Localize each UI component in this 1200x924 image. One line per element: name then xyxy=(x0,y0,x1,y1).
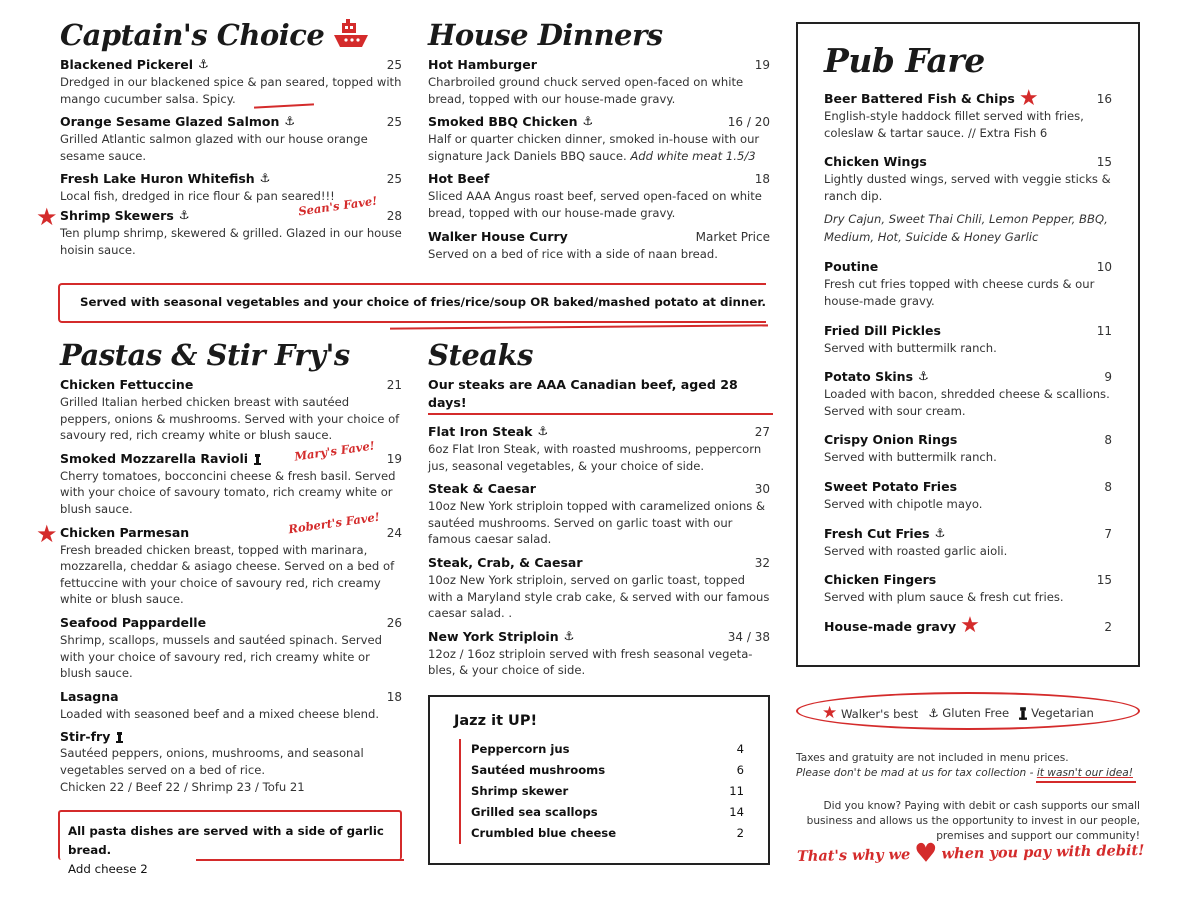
item-price: 30 xyxy=(754,482,770,497)
item-price: 16 xyxy=(1096,92,1112,106)
item-name: Blackened Pickerel xyxy=(60,57,194,72)
pasta-note-underline xyxy=(196,859,404,861)
anchor-icon: ⚓ xyxy=(259,171,271,186)
jazz-item xyxy=(471,781,744,802)
item-price: 2 xyxy=(1104,619,1112,634)
item-desc: Served with plum sauce & fresh cut fries. xyxy=(824,590,1064,605)
menu-item xyxy=(824,525,1112,560)
menu-item xyxy=(60,376,402,444)
heart-icon: ♥ xyxy=(914,838,938,869)
menu-item xyxy=(824,322,1112,357)
jazz-item-name: Grilled sea scallops xyxy=(471,805,598,819)
item-name: Smoked BBQ Chicken xyxy=(428,114,578,130)
anchor-icon: ⚓ xyxy=(934,525,946,540)
pasta-note xyxy=(58,810,402,876)
tax-underline xyxy=(1036,781,1136,783)
item-name: Sweet Potato Fries xyxy=(824,478,958,494)
jazz-item xyxy=(471,760,744,781)
item-price: 18 xyxy=(754,172,770,187)
item-desc-prices: Chicken 22 / Beef 22 / Shrimp 23 / Tofu 21 xyxy=(60,779,305,794)
anchor-icon: ⚓ xyxy=(178,207,190,222)
jazz-item-price: 6 xyxy=(736,763,744,777)
fave-note: Mary's Fave! xyxy=(293,438,376,464)
menu-item xyxy=(824,258,1112,309)
menu-item xyxy=(824,153,1112,246)
pub-box xyxy=(796,22,1140,667)
item-name: Chicken Wings xyxy=(824,154,927,170)
served-note-text: Served with seasonal vegetables and your choice of fries/rice/soup OR baked/mashed potato at dinner. xyxy=(80,295,766,309)
walkers-best-star-icon: ★ xyxy=(1018,85,1039,111)
steaks-section xyxy=(428,338,770,685)
item-desc: English-style haddock fillet served with fries, coleslaw & tartar sauce. // Extra Fish 6 xyxy=(824,109,1084,140)
steaks-subtitle-underline xyxy=(428,413,773,415)
item-price: 15 xyxy=(1096,573,1112,588)
menu-item xyxy=(824,431,1112,466)
item-name: Steak, Crab, & Caesar xyxy=(428,554,583,570)
captain-title: Captain's Choice xyxy=(60,18,325,52)
steaks-subtitle: Our steaks are AAA Canadian beef, aged 28 days! xyxy=(428,377,738,410)
item-price: 25 xyxy=(386,172,402,187)
item-name: Beer Battered Fish & Chips xyxy=(824,91,1015,106)
item-name: House-made gravy xyxy=(824,618,957,634)
item-name: Chicken Fettuccine xyxy=(60,377,194,392)
captain-section xyxy=(36,18,402,264)
menu-item xyxy=(824,571,1112,606)
vegetarian-icon xyxy=(1019,707,1027,720)
jazz-title: Jazz it UP! xyxy=(454,713,538,729)
item-desc: Dredged in our blackened spice & pan seared, topped with mango cucumber salsa. Spicy. xyxy=(60,75,402,106)
walkers-best-star-icon: ★ xyxy=(36,202,58,231)
fave-note: Sean's Fave! xyxy=(297,193,379,219)
vegetarian-icon xyxy=(254,454,261,465)
item-desc-italic: Add white meat 1.5/3 xyxy=(630,148,756,163)
item-desc: Cherry tomatoes, bocconcini cheese & fresh basil. Served with your choice of savoury tomato, rich creamy white or blush sauce. xyxy=(60,468,396,516)
anchor-icon: ⚓ xyxy=(563,628,575,643)
item-name: Lasagna xyxy=(60,688,119,704)
item-name: Fresh Cut Fries xyxy=(824,525,930,541)
legend-gf: Gluten Free xyxy=(942,706,1010,720)
menu-item xyxy=(428,423,770,474)
menu-item xyxy=(428,56,770,107)
item-name: Hot Beef xyxy=(428,171,490,187)
item-name: Chicken Parmesan xyxy=(60,524,190,540)
item-name: Fresh Lake Huron Whitefish xyxy=(60,171,255,187)
item-price: 27 xyxy=(754,425,770,439)
item-desc: Local fish, dredged in rice flour & pan seared!!! xyxy=(60,189,335,204)
anchor-icon: ⚓ xyxy=(928,706,939,720)
menu-item xyxy=(60,728,402,795)
walkers-best-star-icon: ★ xyxy=(960,613,980,639)
item-desc: Loaded with bacon, shredded cheese & scallions. Served with sour cream. xyxy=(824,387,1110,418)
item-price: 15 xyxy=(1096,155,1112,170)
item-price: 16 / 20 xyxy=(727,115,770,130)
item-name: Seafood Pappardelle xyxy=(60,614,207,630)
item-price: 32 xyxy=(754,555,770,570)
pastas-section xyxy=(36,338,402,801)
legend xyxy=(822,703,1094,723)
item-name: Hot Hamburger xyxy=(428,57,537,72)
anchor-icon: ⚓ xyxy=(918,369,929,384)
vegetarian-icon xyxy=(116,732,123,743)
item-desc: Served with chipotle mayo. xyxy=(824,496,983,511)
item-name: Stir-fry xyxy=(60,729,111,745)
item-name: Smoked Mozzarella Ravioli xyxy=(60,450,249,466)
jazz-item xyxy=(471,823,744,844)
item-desc: Fresh cut fries topped with cheese curds & our house-made gravy. xyxy=(824,277,1095,308)
item-price: 7 xyxy=(1104,526,1112,541)
served-note xyxy=(58,283,766,323)
menu-item xyxy=(824,368,1112,419)
pasta-note-line2: Add cheese 2 xyxy=(68,862,148,876)
item-price: 9 xyxy=(1104,370,1112,385)
item-price: 21 xyxy=(386,378,402,392)
item-desc: Charbroiled ground chuck served open-faced on white bread, topped with our house-made gravy. xyxy=(428,75,744,106)
item-price: 8 xyxy=(1104,479,1112,494)
item-desc: Lightly dusted wings, served with veggie sticks & ranch dip. xyxy=(824,172,1111,203)
walkers-best-star-icon: ★ xyxy=(36,519,58,548)
item-desc: Sautéed peppers, onions, mushrooms, and seasonal vegetables served on a bed of rice. xyxy=(60,746,364,777)
menu-item xyxy=(428,628,770,679)
menu-item xyxy=(60,614,402,682)
item-name: Chicken Fingers xyxy=(824,572,937,588)
legend-veg: Vegetarian xyxy=(1031,706,1094,720)
item-price: 25 xyxy=(386,115,402,130)
debit-slogan xyxy=(796,838,1145,869)
item-desc: Served with buttermilk ranch. xyxy=(824,340,997,355)
menu-item xyxy=(60,438,402,518)
menu-item xyxy=(824,478,1112,513)
menu-item xyxy=(36,509,402,608)
jazz-item-name: Crumbled blue cheese xyxy=(471,826,617,840)
item-name: Poutine xyxy=(824,259,879,275)
boat-icon xyxy=(332,19,370,51)
item-price: 26 xyxy=(386,615,402,630)
jazz-item xyxy=(471,802,744,823)
debit-note xyxy=(790,799,1140,844)
jazz-item-price: 2 xyxy=(736,826,744,840)
jazz-item xyxy=(471,739,744,760)
menu-item xyxy=(824,613,1112,639)
legend-best: Walker's best xyxy=(840,707,919,721)
item-price: Market Price xyxy=(695,229,770,244)
jazz-item-name: Sautéed mushrooms xyxy=(471,763,606,777)
item-desc: Served with roasted garlic aioli. xyxy=(824,543,1008,558)
slogan-a: That's why we xyxy=(796,845,911,865)
anchor-icon: ⚓ xyxy=(198,57,209,71)
menu-item xyxy=(60,113,402,164)
item-desc: Grilled Atlantic salmon glazed with our house orange sesame sauce. xyxy=(60,132,368,163)
tax-line1: Taxes and gratuity are not included in menu prices. xyxy=(796,752,1069,764)
item-price: 19 xyxy=(754,58,770,72)
pastas-title: Pastas & Stir Fry's xyxy=(60,338,350,372)
star-icon: ★ xyxy=(822,703,838,723)
item-price: 10 xyxy=(1096,260,1112,275)
debit-line3: premises and support our community! xyxy=(936,830,1140,842)
item-price: 11 xyxy=(1096,323,1112,338)
menu-item xyxy=(428,113,770,164)
item-name: Walker House Curry xyxy=(428,228,568,244)
item-desc: Shrimp, scallops, mussels and sautéed spinach. Served with your choice of savoury red, rich creamy white or blush sauce. xyxy=(60,632,382,681)
menu-item xyxy=(60,56,402,107)
jazz-list xyxy=(459,739,744,844)
item-price: 34 / 38 xyxy=(727,629,770,644)
item-desc: Served with buttermilk ranch. xyxy=(824,450,997,465)
item-desc: Sliced AAA Angus roast beef, served open-faced on white bread, topped with our house-made gravy. xyxy=(428,189,762,220)
item-desc: 10oz New York striploin, served on garlic toast, topped with a Maryland style crab cake, & served with our famous caesar salad. . xyxy=(428,572,770,621)
item-desc: 10oz New York striploin topped with caramelized onions & sautéed mushrooms. Served on garlic toast with our famous caesar salad. xyxy=(428,499,766,547)
jazz-item-price: 11 xyxy=(729,784,744,798)
pasta-note-line1: All pasta dishes are served with a side of garlic bread. xyxy=(68,824,384,857)
tax-note xyxy=(796,751,1146,781)
slogan-b: when you pay with debit! xyxy=(941,841,1145,862)
item-price: 25 xyxy=(386,58,402,72)
served-note-underline xyxy=(390,324,768,329)
menu-item xyxy=(428,480,770,548)
item-desc: 12oz / 16oz striploin served with fresh seasonal vegeta-bles, & your choice of side. xyxy=(428,646,753,678)
item-name: Orange Sesame Glazed Salmon xyxy=(60,114,280,130)
steaks-title: Steaks xyxy=(428,338,533,372)
menu-item xyxy=(824,85,1112,141)
debit-line2: business and allows us the opportunity to invest in our people, xyxy=(806,815,1140,827)
item-desc: Fresh breaded chicken breast, topped with marinara, mozzarella, cheddar & asiago cheese. Served on a bed of fettuccine with your choice of savoury red, rich creamy white or blush sauce. xyxy=(60,542,395,607)
item-price: 18 xyxy=(386,689,402,704)
item-desc: Served on a bed of rice with a side of naan bread. xyxy=(428,246,718,261)
house-section xyxy=(428,18,770,268)
item-price: 19 xyxy=(386,451,402,466)
menu-item xyxy=(60,688,402,723)
menu-item xyxy=(428,228,770,263)
item-name: Crispy Onion Rings xyxy=(824,432,958,448)
anchor-icon: ⚓ xyxy=(537,424,549,438)
debit-line1: Did you know? Paying with debit or cash supports our small xyxy=(823,800,1140,812)
tax-line3: it wasn't our idea! xyxy=(1036,767,1133,779)
pub-title: Pub Fare xyxy=(824,41,985,80)
item-name: Steak & Caesar xyxy=(428,481,536,497)
menu-item xyxy=(428,554,770,622)
item-desc-italic: Dry Cajun, Sweet Thai Chili, Lemon Pepper, BBQ, Medium, Hot, Suicide & Honey Garlic xyxy=(824,212,1108,245)
jazz-item-name: Peppercorn jus xyxy=(471,742,570,756)
item-name: New York Striploin xyxy=(428,628,559,644)
jazz-box xyxy=(428,695,770,865)
item-desc: 6oz Flat Iron Steak, with roasted mushrooms, peppercorn jus, seasonal vegetables, & your choice of side. xyxy=(428,442,762,473)
item-desc: Half or quarter chicken dinner, smoked in-house with our signature Jack Daniels BBQ sauce. xyxy=(428,132,760,163)
item-price: 28 xyxy=(386,208,402,223)
item-price: 24 xyxy=(386,525,402,540)
fave-note: Robert's Fave! xyxy=(287,509,381,536)
item-name: Shrimp Skewers xyxy=(60,207,174,223)
anchor-icon: ⚓ xyxy=(284,114,296,129)
item-desc: Ten plump shrimp, skewered & grilled. Glazed in our house hoisin sauce. xyxy=(60,225,402,257)
jazz-item-name: Shrimp skewer xyxy=(471,784,569,798)
jazz-item-price: 4 xyxy=(736,742,744,756)
house-title: House Dinners xyxy=(428,18,663,52)
item-desc: Loaded with seasoned beef and a mixed cheese blend. xyxy=(60,706,380,721)
item-price: 8 xyxy=(1104,433,1112,448)
menu-item xyxy=(428,170,770,221)
jazz-item-price: 14 xyxy=(729,805,744,819)
item-name: Fried Dill Pickles xyxy=(824,322,941,338)
tax-line2: Please don't be mad at us for tax collection - xyxy=(796,767,1034,779)
item-name: Flat Iron Steak xyxy=(428,424,533,439)
item-desc: Grilled Italian herbed chicken breast with sautéed peppers, onions & mushrooms. Served with your choice of savoury red, rich creamy white or blush sauce. xyxy=(60,395,400,443)
anchor-icon: ⚓ xyxy=(582,114,594,129)
item-name: Potato Skins xyxy=(824,369,914,385)
